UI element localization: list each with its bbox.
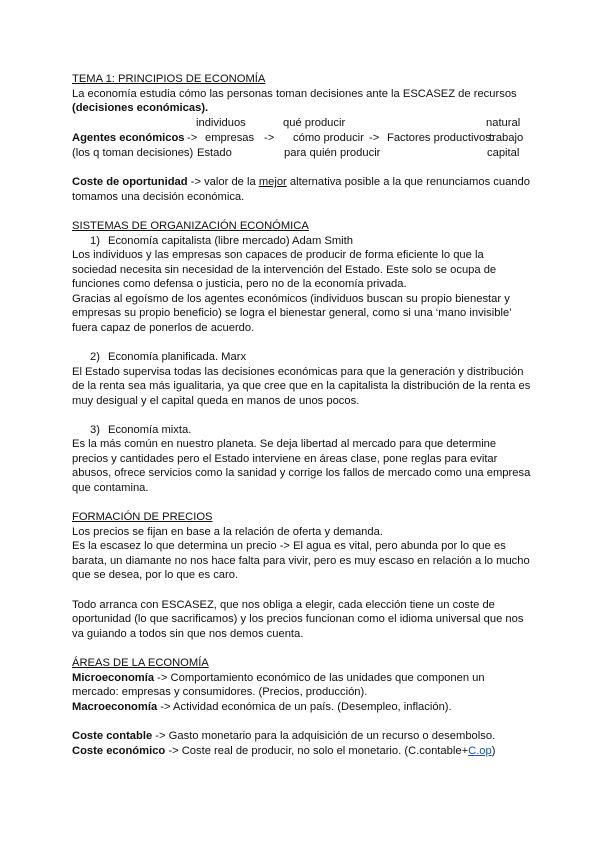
system-1-line: Gracias al egoísmo de los agentes económicos (individuos buscan su propio bienestar y [72,293,510,305]
arrow-1: -> [187,132,198,144]
opportunity-line-1 [72,175,530,189]
micro-line-1 [72,671,485,685]
factor-trabajo: trabajo [489,132,524,144]
cost-economico-line [72,744,495,758]
micro-text: -> Comportamiento económico de las unidades que componen un [154,672,485,684]
arrow-2: -> [264,132,275,144]
page-title: TEMA 1: PRINCIPIOS DE ECONOMÍA [72,73,266,85]
opportunity-post: alternativa posible a la que renunciamos cuando [286,176,530,188]
macro-label: Macroeconomía [72,701,158,713]
system-1-line: fuera capaz de ponerlos de acuerdo. [72,322,255,334]
question-para-quien: para quién producir [284,147,381,159]
cost-contable-label: Coste contable [72,730,153,742]
micro-line-2: mercado: empresas y consumidores. (Precios, producción). [72,686,368,698]
prices-line: Es la escasez lo que determina un precio -> El agua es vital, pero abunda por lo que es [72,540,506,552]
system-1-line: empresas su propio beneficio) se logra el bienestar general, como si una ‘mano invisible’ [72,307,512,319]
opportunity-label: Coste de oportunidad [72,176,188,188]
prices-line-2: Todo arranca con ESCASEZ, que nos obliga a elegir, cada elección tiene un coste de [72,599,495,611]
system-3-line: que contamina. [72,482,149,494]
subject-empresas: empresas [205,132,255,144]
question-que: qué producir [283,117,346,129]
prices-line-2: oportunidad (lo que sacrificamos) y los precios funcionan como el idioma universal que nos [72,613,524,625]
system-1-num: 1) [90,235,100,247]
opportunity-emph: mejor [258,176,287,188]
opportunity-pre: -> valor de la [187,176,259,188]
factor-capital: capital [487,147,520,159]
system-3-line: precios y cantidades pero el Estado interviene en áreas clase, pone reglas para evitar [72,453,498,465]
system-2-title: Economía planificada. Marx [108,351,247,363]
prices-line: que se desea, por lo que es caro. [72,569,239,581]
system-2-line: de la renta sea más igualitaria, ya que cree que en la capitalista la distribución de la renta es [72,380,531,392]
prices-line: barata, un diamante no nos hace falta para vivir, pero es muy escaso en relación a lo mucho [72,555,530,567]
system-2-line: muy desigual y el capital queda en manos de unos pocos. [72,395,360,407]
system-1-line: Los individuos y las empresas son capaces de producir de forma eficiente lo que la [72,249,484,261]
cost-contable-line [72,729,495,743]
system-3-num: 3) [90,424,100,436]
system-3-line: Es la más común en nuestro planeta. Se deja libertad al mercado para que determine [72,438,497,450]
subject-estado: Estado [197,147,232,159]
cost-contable-text: -> Gasto monetario para la adquisición de un recurso o desembolso. [152,730,496,742]
prices-line-2: va guiando a todos sin que nos demos cuenta. [72,628,304,640]
agents-sub: (los q toman decisiones) [72,147,194,159]
macro-text: -> Actividad económica de un país. (Desempleo, inflación). [157,701,452,713]
factors-label: Factores productivos: [387,132,494,144]
arrow-3: -> [369,132,380,144]
system-3-title: Economía mixta. [108,424,192,436]
systems-heading: SISTEMAS DE ORGANIZACIÓN ECONÓMICA [72,220,309,232]
system-2-num: 2) [90,351,100,363]
system-1-line: funciones como defensa o justicia, pero no de la economía privada. [72,278,407,290]
prices-heading: FORMACIÓN DE PRECIOS [72,511,213,523]
micro-label: Microeconomía [72,672,155,684]
intro-line-1: La economía estudia cómo las personas toman decisiones ante la ESCASEZ de recursos [72,88,517,100]
intro-line-2: (decisiones económicas). [72,102,209,114]
areas-heading: ÁREAS DE LA ECONOMÍA [72,657,209,669]
system-2-line: El Estado supervisa todas las decisiones económicas para que la generación y distribución [72,366,524,378]
system-1-title: Economía capitalista (libre mercado) Adam Smith [108,235,353,247]
cop-link[interactable]: C.op [468,745,492,757]
system-1-line: sociedad necesita sin necesidad de la intervención del Estado. Este solo se ocupa de [72,264,497,276]
opportunity-line-2: tomamos una decisión económica. [72,191,245,203]
prices-line: Los precios se fijan en base a la relación de oferta y demanda. [72,526,383,538]
agents-label: Agentes económicos [72,132,185,144]
question-como: cómo producir [293,132,364,144]
factor-natural: natural [486,117,521,129]
macro-line [72,700,452,714]
cost-economico-close: ) [491,745,496,757]
cost-economico-text: -> Coste real de producir, no solo el monetario. (C.contable+ [165,745,469,757]
cost-economico-label: Coste económico [72,745,166,757]
system-3-line: abusos, ofrece servicios como la sanidad y corrige los fallos de mercado como una empresa [72,467,531,479]
subject-individuos: individuos [196,117,246,129]
